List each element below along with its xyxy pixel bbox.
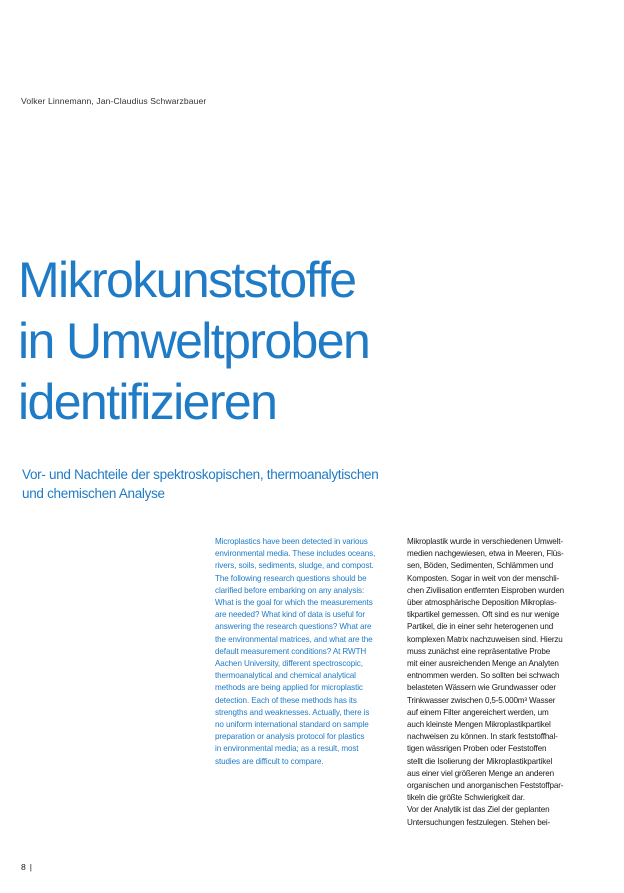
body-line: medien nachgewiesen, etwa in Meeren, Flüs- — [407, 549, 564, 559]
body-line: komplexen Matrix nachzuweisen sind. Hierzu — [407, 634, 563, 644]
abstract-line: methods are being applied for microplastic — [215, 683, 363, 693]
abstract-line: studies are difficult to compare. — [215, 756, 324, 766]
folio-separator: | — [29, 862, 33, 872]
body-line: auf einem Filter angereichert werden, um — [407, 707, 549, 717]
body-line: Untersuchungen festzulegen. Stehen bei- — [407, 817, 551, 827]
body-line: Mikroplastik wurde in verschiedenen Umwelt- — [407, 537, 563, 546]
abstract-line: clarified before embarking on any analysis: — [215, 585, 365, 595]
body-line: entnommen werden. So sollten bei schwach — [407, 671, 560, 681]
abstract-line: environmental media. These includes oceans, — [215, 549, 376, 559]
abstract-line: Microplastics have been detected in various — [215, 537, 368, 546]
title-line: Mikrokunststoffe — [18, 252, 356, 308]
abstract-line: default measurement conditions? At RWTH — [215, 646, 367, 656]
title-line: identifizieren — [18, 374, 277, 430]
english-abstract — [215, 536, 401, 768]
abstract-line: answering the research questions? What are — [215, 622, 372, 632]
body-line: Komposten. Sogar in weit von der menschli- — [407, 573, 560, 583]
abstract-line: detection. Each of these methods has its — [215, 695, 357, 705]
body-line: tikpartikel gemessen. Oft sind es nur wenige — [407, 610, 560, 620]
body-line: über atmosphärische Deposition Mikroplas- — [407, 598, 557, 608]
abstract-line: no uniform international standard on sample — [215, 720, 369, 730]
body-line: Vor der Analytik ist das Ziel der geplanten — [407, 805, 550, 815]
abstract-line: are needed? What kind of data is useful for — [215, 610, 366, 620]
abstract-line: What is the goal for which the measurements — [215, 598, 373, 608]
article-subtitle — [22, 465, 502, 503]
body-line: organischen und anorganischen Feststoffpar- — [407, 781, 564, 791]
page-folio — [21, 862, 32, 872]
abstract-line: preparation or analysis protocol for plastics — [215, 732, 365, 742]
body-line: stellt die Isolierung der Mikroplastikpartikel — [407, 756, 553, 766]
abstract-line: The following research questions should be — [215, 573, 367, 583]
body-line: Trinkwasser zwischen 0,5-5.000m³ Wasser — [407, 695, 556, 705]
abstract-line: strengths and weaknesses. Actually, there is — [215, 707, 370, 717]
subtitle-line: und chemischen Analyse — [22, 486, 165, 501]
author-line: Volker Linnemann, Jan-Claudius Schwarzbauer — [21, 96, 207, 106]
body-text-column — [407, 536, 593, 829]
body-line: muss zunächst eine repräsentative Probe — [407, 646, 551, 656]
body-line: nachweisen zu können. In stark feststoffhal- — [407, 732, 558, 742]
body-line: mit einer ausreichenden Menge an Analyten — [407, 659, 559, 669]
body-line: chen Zivilisation entfernten Eisproben wurden — [407, 585, 565, 595]
subtitle-line: Vor- und Nachteile der spektroskopischen, thermoanalytischen — [22, 467, 379, 482]
page-number: 8 — [21, 862, 26, 872]
body-line: tigen wässrigen Proben oder Feststoffen — [407, 744, 547, 754]
article-title — [18, 250, 618, 433]
body-line: auch kleinste Mengen Mikroplastikpartikel — [407, 720, 551, 730]
body-line: sen, Böden, Sedimenten, Schlämmen und — [407, 561, 554, 571]
abstract-line: in environmental media; as a result, most — [215, 744, 359, 754]
body-line: belasteten Wässern wie Grundwasser oder — [407, 683, 556, 693]
abstract-line: Aachen University, different spectroscopic, — [215, 659, 363, 669]
abstract-line: rivers, soils, sediments, sludge, and compost. — [215, 561, 374, 571]
body-line: aus einer viel größeren Menge an anderen — [407, 768, 554, 778]
title-line: in Umweltproben — [18, 313, 370, 369]
abstract-line: thermoanalytical and chemical analytical — [215, 671, 356, 681]
abstract-line: the environmental matrices, and what are the — [215, 634, 373, 644]
body-line: tikeln die größte Schwierigkeit dar. — [407, 793, 525, 803]
body-line: Partikel, die in einer sehr heterogenen und — [407, 622, 554, 632]
